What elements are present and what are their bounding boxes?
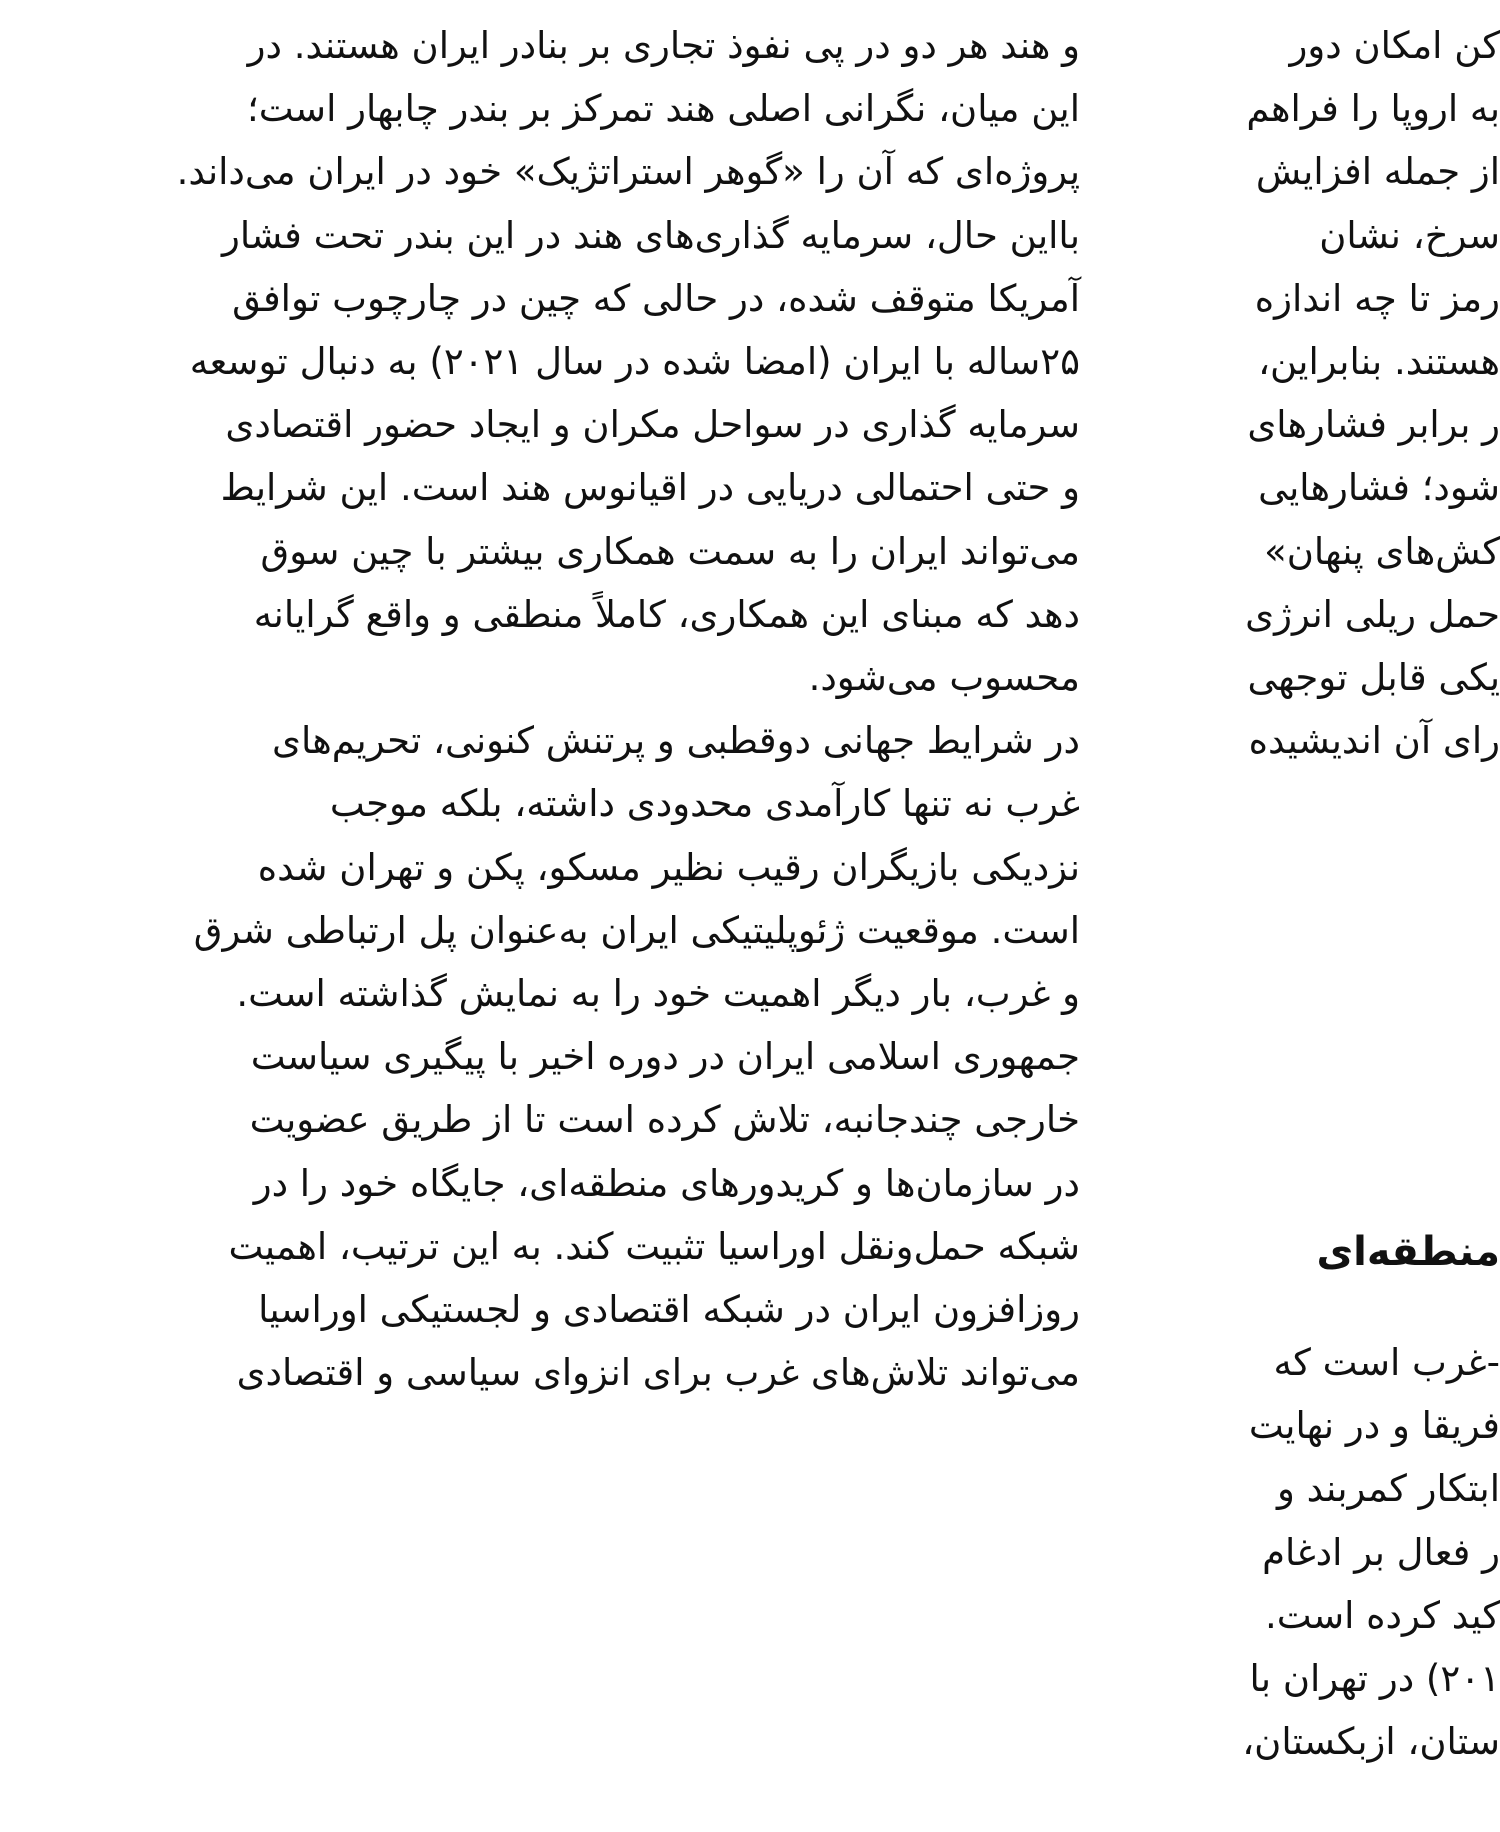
side-text-line: سرخ، نشان [1319, 213, 1500, 257]
main-text-line: بااین حال، سرمایه گذاری‌های هند در این بندر تحت فشار [222, 213, 1080, 257]
side-text-line: به اروپا را فراهم [1246, 87, 1500, 131]
main-text-line: است. موقعیت ژئوپلیتیکی ایران به‌عنوان پل ارتباطی شرق [193, 908, 1080, 952]
side-text-line: ر فعال بر ادغام [1262, 1530, 1500, 1574]
main-text-line: خارجی چندجانبه، تلاش کرده است تا از طریق عضویت [249, 1098, 1080, 1142]
main-text-line: و حتی احتمالی دریایی در اقیانوس هند است. این شرایط [220, 466, 1080, 510]
main-text-line: می‌تواند تلاش‌های غرب برای انزوای سیاسی و اقتصادی [236, 1351, 1080, 1395]
side-text-line: -غرب است که [1273, 1341, 1500, 1384]
main-text-line: و هند هر دو در پی نفوذ تجاری بر بنادر ایران هستند. در [247, 24, 1080, 67]
side-text-line: یکی قابل توجهی [1247, 656, 1500, 699]
main-text-line: غرب نه تنها کارآمدی محدودی داشته، بلکه موجب [329, 782, 1080, 826]
main-text-line: شبکه حمل‌ونقل اوراسیا تثبیت کند. به این ترتیب، اهمیت [228, 1224, 1080, 1268]
side-text-line: ر برابر فشارهای [1247, 403, 1500, 447]
side-text-line: ستان، ازبکستان، [1242, 1720, 1500, 1764]
main-text-line: می‌تواند ایران را به سمت همکاری بیشتر با چین سوق [260, 529, 1080, 573]
side-text-line: کش‌های پنهان» [1264, 529, 1500, 573]
side-text-line: هستند. بنابراین، [1258, 340, 1500, 383]
side-text-line: رمز تا چه اندازه [1254, 276, 1500, 320]
main-text-line: در شرایط جهانی دوقطبی و پرتنش کنونی، تحریم‌های [272, 719, 1080, 763]
side-text-line: کن امکان دور [1289, 24, 1500, 67]
side-text-line: از جمله افزایش [1255, 150, 1500, 194]
side-text-line: ابتکار کمربند و [1276, 1467, 1500, 1511]
main-text-line: ۲۵ساله با ایران (امضا شده در سال ۲۰۲۱) به دنبال توسعه [189, 340, 1080, 383]
main-text-line: نزدیکی بازیگران رقیب نظیر مسکو، پکن و تهران شده [257, 845, 1080, 889]
main-text-line: این میان، نگرانی اصلی هند تمرکز بر بندر چابهار است؛ [246, 87, 1080, 131]
main-text-line: پروژه‌ای که آن را «گوهر استراتژیک» خود در ایران می‌داند. [176, 150, 1080, 194]
side-text-line: شود؛ فشارهایی [1258, 466, 1500, 510]
main-text-line: در سازمان‌ها و کریدورهای منطقه‌ای، جایگاه خود را در [253, 1161, 1080, 1205]
main-text-line: دهد که مبنای این همکاری، کاملاً منطقی و واقع گرایانه [253, 592, 1080, 636]
main-text-line: محسوب می‌شود. [808, 656, 1080, 699]
section-heading: منطقه‌ای [1316, 1229, 1500, 1275]
side-text-line: حمل ریلی انرژی [1245, 592, 1500, 636]
main-text-line: و غرب، بار دیگر اهمیت خود را به نمایش گذاشته است. [236, 972, 1080, 1015]
main-text-line: جمهوری اسلامی ایران در دوره اخیر با پیگیری سیاست [250, 1035, 1080, 1079]
side-text-line: فریقا و در نهایت [1248, 1404, 1500, 1448]
main-text-line: روزافزون ایران در شبکه اقتصادی و لجستیکی اوراسیا [258, 1288, 1080, 1331]
side-text-line: رای آن اندیشیده [1248, 719, 1500, 763]
main-text-line: سرمایه گذاری در سواحل مکران و ایجاد حضور اقتصادی [225, 403, 1080, 447]
side-text-line: ۲۰۱) در تهران با [1249, 1657, 1500, 1700]
side-text-line: کید کرده است. [1265, 1593, 1500, 1637]
main-text-line: آمریکا متوقف شده، در حالی که چین در چارچوب توافق [232, 276, 1080, 320]
